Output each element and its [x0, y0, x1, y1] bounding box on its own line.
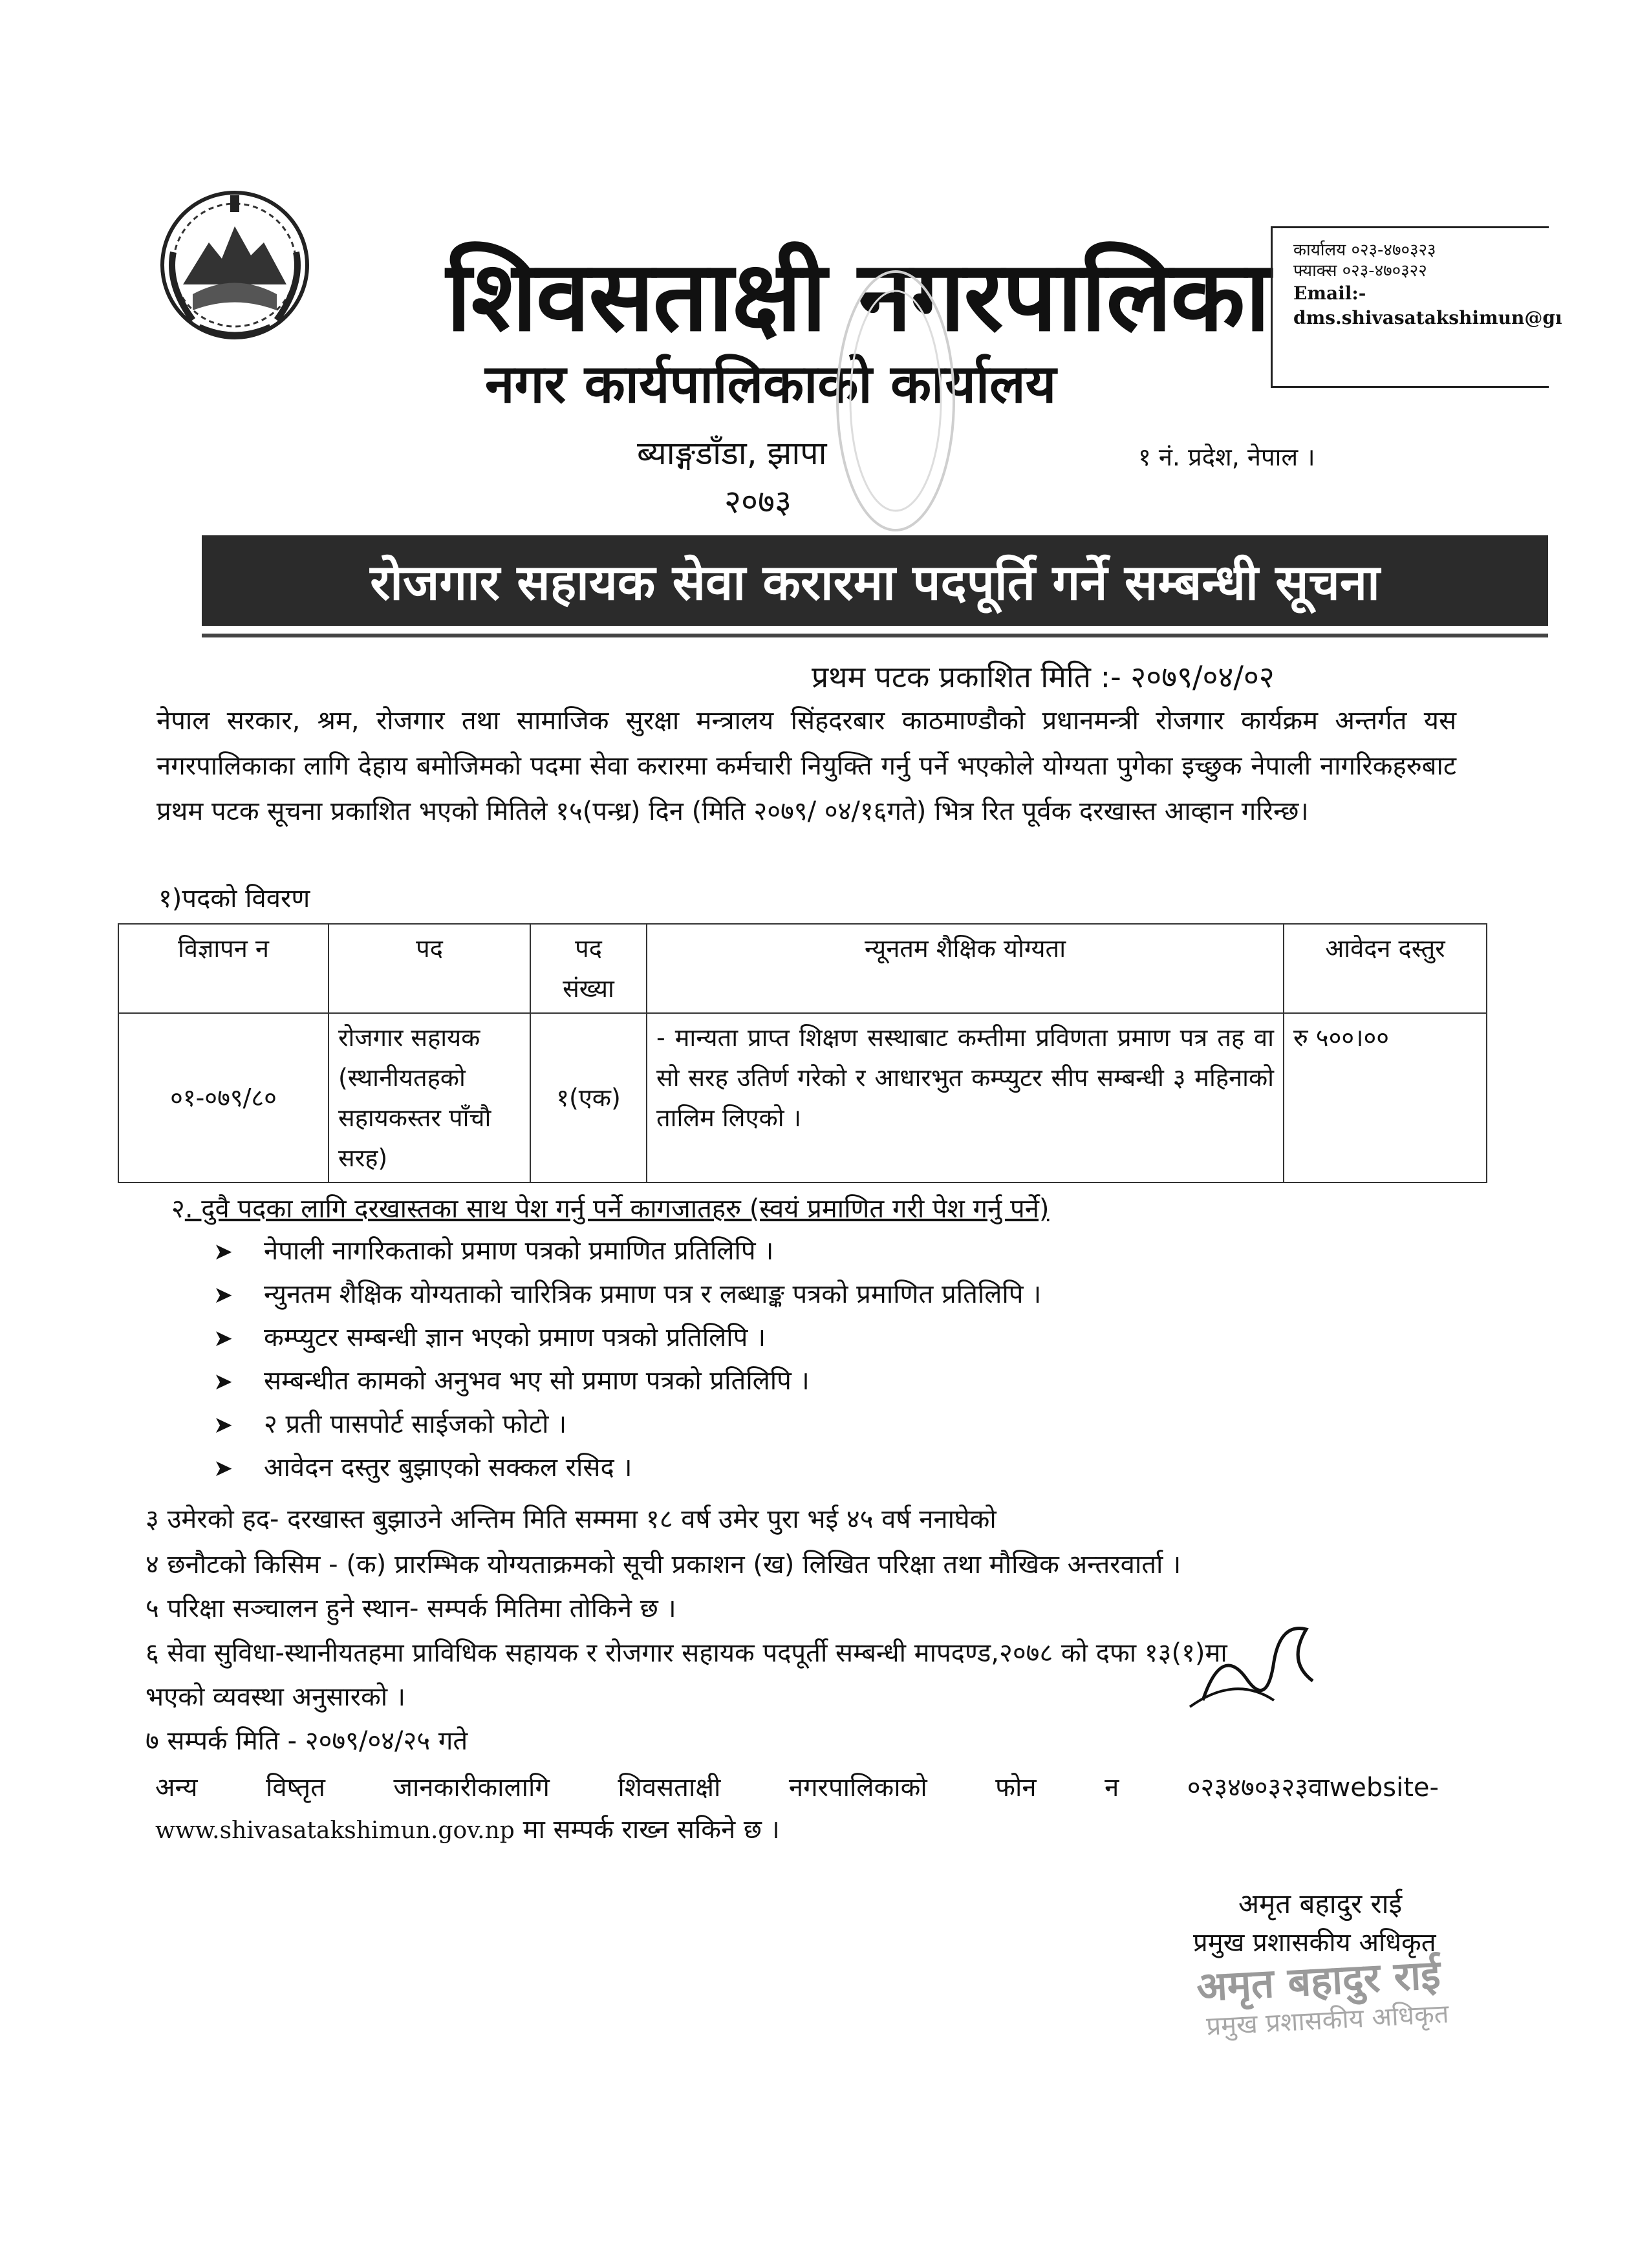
- email-address: dms.shivasatakshimun@gı: [1293, 307, 1562, 328]
- nepal-emblem-icon: [154, 181, 316, 349]
- header-count: [530, 924, 647, 1013]
- section1-title: १)पदको विवरण: [158, 884, 310, 914]
- item-exam-location: ५ परिक्षा सञ्चालन हुने स्थान- सम्पर्क मितिमा तोकिने छ ।: [146, 1594, 676, 1623]
- office-seal-icon: [831, 262, 960, 540]
- item-benefits-line2: भएको व्यवस्था अनुसारको ।: [146, 1682, 406, 1712]
- arrowhead-bullet-icon: ➤: [213, 1282, 233, 1309]
- header-fee: आवेदन दस्तुर: [1284, 924, 1487, 1013]
- footer-word: न: [1105, 1773, 1119, 1803]
- item-age-limit: ३ उमेरको हद- दरखास्त बुझाउने अन्तिम मिति सम्ममा १८ वर्ष उमेर पुरा भई ४५ वर्ष ननाघेको: [146, 1504, 997, 1534]
- established-year: २०७३: [724, 483, 792, 520]
- item-selection-type: ४ छनौटको किसिम - (क) प्रारम्भिक योग्यताक्रमको सूची प्रकाशन (ख) लिखित परिक्षा तथा मौखिक अन्तरवार्ता ।: [146, 1550, 1181, 1579]
- table-header-row: [118, 924, 1487, 1013]
- item-benefits-line1: ६ सेवा सुविधा-स्थानीयतहमा प्राविधिक सहायक र रोजगार सहायक पदपूर्ती सम्बन्धी मापदण्ड,२०७८ को दफा १३(१)मा: [146, 1638, 1227, 1668]
- stamp-title: प्रमुख प्रशासकीय अधिकृत: [1205, 1999, 1450, 2042]
- footer-word: जानकारीकालागि: [393, 1773, 550, 1803]
- arrowhead-bullet-icon: ➤: [213, 1455, 233, 1482]
- phone-number: ०२३४७०३२३वा: [1187, 1773, 1330, 1803]
- arrowhead-bullet-icon: ➤: [213, 1239, 233, 1265]
- section2-number: २: [171, 1194, 185, 1224]
- footer-tail: मा सम्पर्क राख्न सकिने छ ।: [514, 1815, 780, 1845]
- footer-word: website-: [1329, 1773, 1439, 1803]
- list-item: [213, 1275, 1041, 1318]
- notice-title: रोजगार सहायक सेवा करारमा पदपूर्ति गर्ने सम्बन्धी सूचना: [370, 553, 1380, 611]
- municipality-name: शिवसताक्षी नगरपालिका: [446, 241, 1269, 353]
- posts-table: [118, 923, 1487, 1183]
- office-phone: कार्यालय ०२३-४७०३२३: [1293, 241, 1436, 260]
- list-item: [213, 1362, 1041, 1405]
- document-text: न्युनतम शैक्षिक योग्यताको चारित्रिक प्रमाण पत्र र लब्धाङ्क पत्रको प्रमाणित प्रतिलिपि ।: [264, 1279, 1042, 1309]
- email-label: Email:-: [1293, 283, 1366, 304]
- publish-date: प्रथम पटक प्रकाशित मिति :- २०७९/०४/०२: [812, 659, 1275, 694]
- footer-word: अन्य: [155, 1773, 198, 1803]
- document-text: कम्प्युटर सम्बन्धी ज्ञान भएको प्रमाण पत्रको प्रतिलिपि ।: [264, 1323, 766, 1353]
- post-line4: सरह): [338, 1144, 388, 1172]
- list-item: [213, 1318, 1041, 1362]
- item-contact-date: ७ सम्पर्क मिति - २०७९/०४/२५ गते: [146, 1726, 468, 1756]
- header-ad-no: विज्ञापन न: [118, 924, 329, 1013]
- footer-word: नगरपालिकाको: [788, 1773, 927, 1803]
- footer-info-line: [155, 1768, 1439, 1804]
- header-count-line2: संख्या: [563, 974, 614, 1003]
- arrowhead-bullet-icon: ➤: [213, 1325, 233, 1352]
- signatory-name: अमृत बहादुर राई: [1238, 1888, 1403, 1920]
- arrowhead-bullet-icon: ➤: [213, 1369, 233, 1395]
- post-line2: (स्थानीयतहको: [338, 1064, 466, 1092]
- office-name: नगर कार्यपालिकाको कार्यालय: [485, 354, 1057, 415]
- contact-box: [1271, 226, 1562, 388]
- header-post: पद: [329, 924, 530, 1013]
- signature-icon: [1177, 1603, 1345, 1720]
- post-line1: रोजगार सहायक: [338, 1023, 480, 1052]
- signatory-title: प्रमुख प्रशासकीय अधिकृत: [1193, 1928, 1436, 1958]
- document-text: नेपाली नागरिकताको प्रमाण पत्रको प्रमाणित प्रतिलिपि ।: [264, 1236, 774, 1266]
- cell-post: [329, 1013, 530, 1182]
- website-link[interactable]: www.shivasatakshimun.gov.np: [155, 1817, 515, 1844]
- footer-word: फोन: [995, 1773, 1037, 1803]
- header-qualification: न्यूनतम शैक्षिक योग्यता: [647, 924, 1284, 1013]
- header-count-line1: पद: [575, 934, 602, 963]
- cell-ad-no: ०१-०७९/८०: [118, 1013, 329, 1182]
- cell-qualification: - मान्यता प्राप्त शिक्षण सस्थाबाट कम्तीमा प्रविणता प्रमाण पत्र तह वा सो सरह उतिर्ण गरेको र आधारभुत कम्प्युटर सीप सम्बन्धी ३ महिनाको तालिम लिएको ।: [647, 1013, 1284, 1182]
- list-item: [213, 1448, 1041, 1492]
- table-row: [118, 1013, 1487, 1182]
- section2-text: . दुवै पदका लागि दरखास्तका साथ पेश गर्नु पर्ने कागजातहरु (स्वयं प्रमाणित गरी पेश गर्नु पर्ने): [184, 1194, 1050, 1224]
- notice-title-banner: [202, 535, 1548, 626]
- list-item: [213, 1232, 1041, 1275]
- document-text: आवेदन दस्तुर बुझाएको सक्कल रसिद ।: [264, 1453, 632, 1482]
- province-label: १ नं. प्रदेश, नेपाल ।: [1138, 443, 1315, 471]
- stamp-name: अमृत बहादुर राई: [1195, 1951, 1442, 2011]
- office-address: ब्याङ्गडाँडा, झापा: [637, 434, 827, 472]
- cell-fee: रु ५००।००: [1284, 1013, 1487, 1182]
- document-text: २ प्रती पासपोर्ट साईजको फोटो ।: [264, 1409, 567, 1439]
- document-text: सम्बन्धीत कामको अनुभव भए सो प्रमाण पत्रको प्रतिलिपि ।: [264, 1366, 810, 1396]
- fax-number: फ्याक्स ०२३-४७०३२२: [1293, 261, 1427, 281]
- list-item: [213, 1405, 1041, 1448]
- documents-list: [213, 1232, 1041, 1492]
- footer-word: विष्तृत: [266, 1773, 325, 1803]
- footer-word: शिवसताक्षी: [618, 1773, 721, 1803]
- post-line3: सहायकस्तर पाँचौ: [338, 1104, 491, 1132]
- section2-title: [171, 1190, 1050, 1225]
- footer-website-line: [155, 1810, 780, 1846]
- cell-count: १(एक): [530, 1013, 647, 1182]
- arrowhead-bullet-icon: ➤: [213, 1412, 233, 1439]
- intro-paragraph: नेपाल सरकार, श्रम, रोजगार तथा सामाजिक सुरक्षा मन्त्रालय सिंहदरबार काठमाण्डौको प्रधानमन्त्री रोजगार कार्यक्रम अन्तर्गत यस नगरपालिकाका लागि देहाय बमोजिमको पदमा सेवा करारमा कर्मचारी नियुक्ति गर्नु पर्ने भएकोले योग्यता पुगेका इच्छुक नेपाली नागरिकहरुबाट प्रथम पटक सूचना प्रकाशित भएको मितिले १५(पन्ध्र) दिन (मिति २०७९/ ०४/१६गते) भित्र रित पूर्वक दरखास्त आव्हान गरिन्छ।: [156, 706, 1456, 826]
- banner-underline: [202, 634, 1548, 637]
